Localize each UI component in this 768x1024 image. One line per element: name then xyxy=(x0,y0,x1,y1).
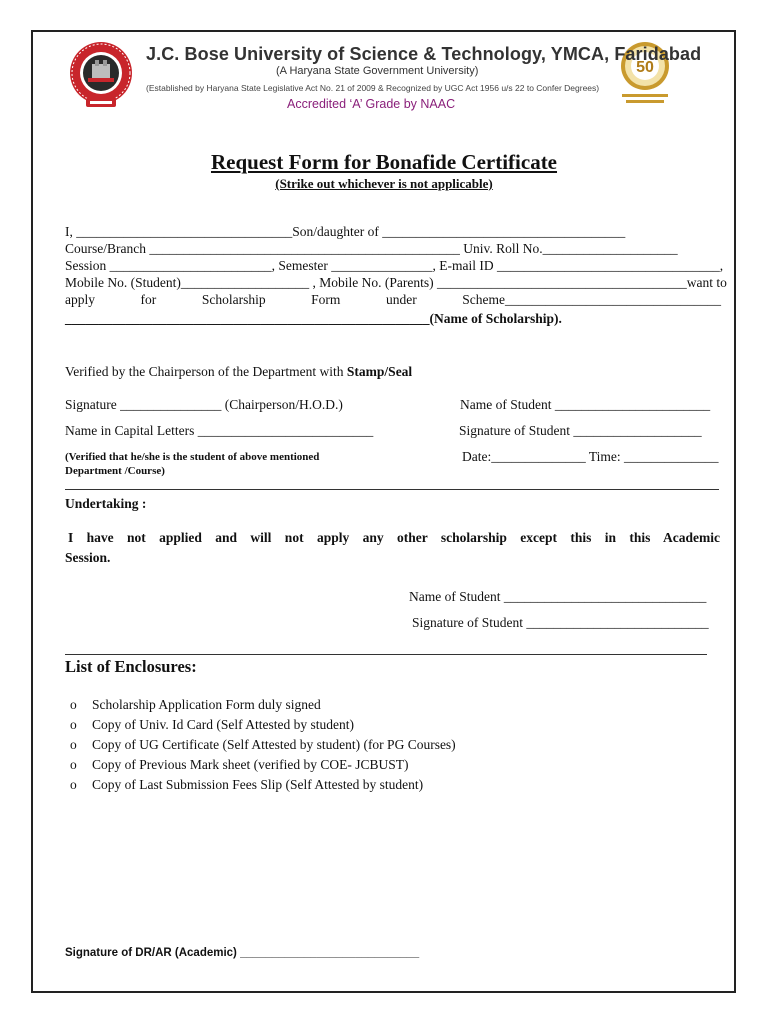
bullet-icon: o xyxy=(70,737,77,752)
enclosure-item xyxy=(70,737,456,753)
enclosures-heading: List of Enclosures: xyxy=(65,657,197,676)
form-subtitle: (Strike out whichever is not applicable) xyxy=(275,176,493,191)
date-time-field: Date:______________ Time: ______________ xyxy=(462,449,719,464)
bullet-icon: o xyxy=(70,777,77,792)
separator-1 xyxy=(65,489,719,490)
undertaking-text-line2: Session. xyxy=(65,550,111,565)
line-scholarship-name: ______________________________________________________(Name of Scholarship). xyxy=(65,311,562,326)
student-signature-field: Signature of Student ___________________ xyxy=(459,423,702,438)
university-logo xyxy=(68,40,134,110)
verified-note-line2: Department /Course) xyxy=(65,465,165,477)
university-subtitle: (A Haryana State Government University) xyxy=(276,65,479,77)
enclosure-text: Copy of Previous Mark sheet (verified by COE- JCBUST) xyxy=(92,757,409,772)
verified-note-line1: (Verified that he/she is the student of above mentioned xyxy=(65,451,320,463)
line-session: Session ________________________, Semester _______________, E-mail ID _________________________________, xyxy=(65,258,724,273)
line-scheme: apply for Scholarship Form under Scheme________________________________ xyxy=(65,292,721,307)
enclosure-text: Copy of Univ. Id Card (Self Attested by student) xyxy=(92,717,354,732)
line-course: Course/Branch ______________________________________________ Univ. Roll No.____________________ xyxy=(65,241,678,256)
enclosure-text: Copy of UG Certificate (Self Attested by student) (for PG Courses) xyxy=(92,737,456,752)
bullet-icon: o xyxy=(70,697,77,712)
enclosure-item xyxy=(70,777,423,793)
undertaking-student-signature: Signature of Student ___________________________ xyxy=(412,615,709,630)
enclosure-item xyxy=(70,697,321,713)
bullet-icon: o xyxy=(70,717,77,732)
enclosure-item xyxy=(70,717,354,733)
bullet-icon: o xyxy=(70,757,77,772)
enclosure-text: Copy of Last Submission Fees Slip (Self Attested by student) xyxy=(92,777,424,792)
form-title: Request Form for Bonafide Certificate xyxy=(210,150,558,174)
student-name-field: Name of Student _______________________ xyxy=(460,397,711,412)
dr-ar-signature: Signature of DR/AR (Academic) ____________________________ xyxy=(65,947,420,959)
undertaking-student-name: Name of Student ______________________________ xyxy=(409,589,707,604)
university-name: J.C. Bose University of Science & Technology, YMCA, Faridabad xyxy=(146,44,702,64)
svg-text:50: 50 xyxy=(636,59,654,76)
verified-by-prefix: Verified by the Chairperson of the Department with xyxy=(65,364,347,379)
enclosure-item xyxy=(70,757,408,773)
accreditation-text: Accredited ‘A’ Grade by NAAC xyxy=(287,97,456,111)
undertaking-text-line1: I have not applied and will not apply any other scholarship except this in this Academic xyxy=(68,530,720,545)
name-capital-letters: Name in Capital Letters __________________________ xyxy=(65,423,374,438)
established-note: (Established by Haryana State Legislative Act No. 21 of 2009 & Recognized by UGC Act 1956 u/s 22 to Confer Degrees) xyxy=(146,83,600,93)
line-name: I, ________________________________Son/daughter of ____________________________________ xyxy=(65,224,626,239)
enclosure-text: Scholarship Application Form duly signed xyxy=(92,697,321,712)
verified-by-text xyxy=(65,364,412,380)
undertaking-heading: Undertaking : xyxy=(65,496,147,511)
separator-2 xyxy=(65,654,707,655)
stamp-seal-label: Stamp/Seal xyxy=(346,364,413,379)
line-mobile: Mobile No. (Student)___________________ , Mobile No. (Parents) _____________________________________want to xyxy=(65,275,727,290)
chairperson-signature: Signature _______________ (Chairperson/H.O.D.) xyxy=(65,397,343,412)
